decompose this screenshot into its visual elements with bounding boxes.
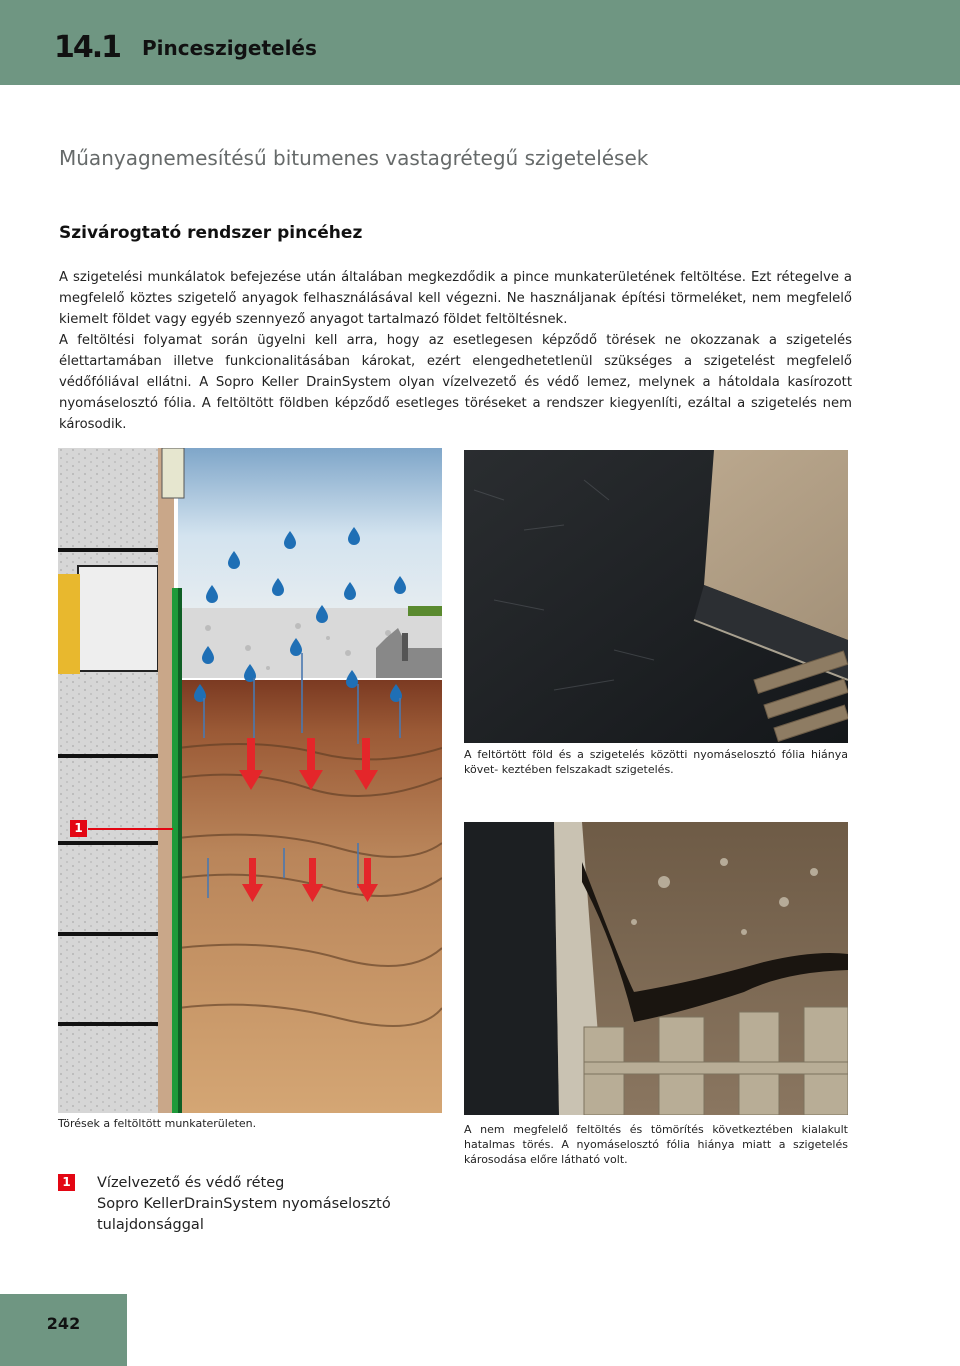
legend-marker-1: 1 — [58, 1174, 75, 1191]
body-paragraph-2: A feltöltési folyamat során ügyelni kell arra, hogy az esetlegesen képződő törések ne okozzanak a szigetelés élettartamában illetve funkcionalitásában károkat, ezért elengedhetetlenül szükséges a szigetelést megfelelő védőfóliával ellátni. A Sopro Keller DrainSystem olyan vízelvezető és védő lemez, melynek a hátoldala kasírozott nyomáselosztó fólia. A feltöltött földben képződő esetleges töréseket a rendszer kiegyenlíti, ezáltal a szigetelés nem károsodik. — [59, 333, 852, 432]
section-heading: Szivárogtató rendszer pincéhez — [59, 223, 363, 243]
photo-large-crack — [464, 822, 848, 1115]
diagram-marker-1: 1 — [70, 820, 87, 837]
page-number: 242 — [46, 1314, 81, 1333]
diagram-caption: Törések a feltöltött munkaterületen. — [58, 1117, 257, 1130]
body-paragraph-1: A szigetelési munkálatok befejezése után általában megkezdődik a pince munkaterületének feltöltése. Ezt rétegelve a megfelelő köztes szigetelő anyagok felhasználásával kell végezni. Ne használjanak építési törmeléket, nem megfelelő kiemelt földet vagy egyéb szennyező anyagot tartalmazó földet feltöltésnek. — [59, 270, 852, 327]
chapter-number: 14.1 — [54, 30, 121, 65]
photo2-caption: A nem megfelelő feltöltés és tömörítés következtében kialakult hatalmas törés. A nyomáselosztó fólia hiánya miatt a szigetelés károsodása előre látható volt. — [464, 1123, 848, 1166]
page-title: Műanyagnemesítésű bitumenes vastagrétegű szigetelések — [59, 146, 649, 170]
legend-line-2: Sopro KellerDrainSystem nyomáselosztó — [97, 1196, 391, 1212]
photo1-caption: A feltörtött föld és a szigetelés közötti nyomáselosztó fólia hiánya követ- keztében felszakadt szigetelés. — [464, 748, 848, 776]
drainage-cross-section-diagram — [58, 448, 442, 1113]
legend-text — [97, 1173, 391, 1236]
chapter-title: Pinceszigetelés — [142, 36, 317, 60]
legend-line-3: tulajdonsággal — [97, 1217, 204, 1233]
photo-torn-insulation — [464, 450, 848, 743]
legend-line-1: Vízelvezető és védő réteg — [97, 1175, 285, 1191]
